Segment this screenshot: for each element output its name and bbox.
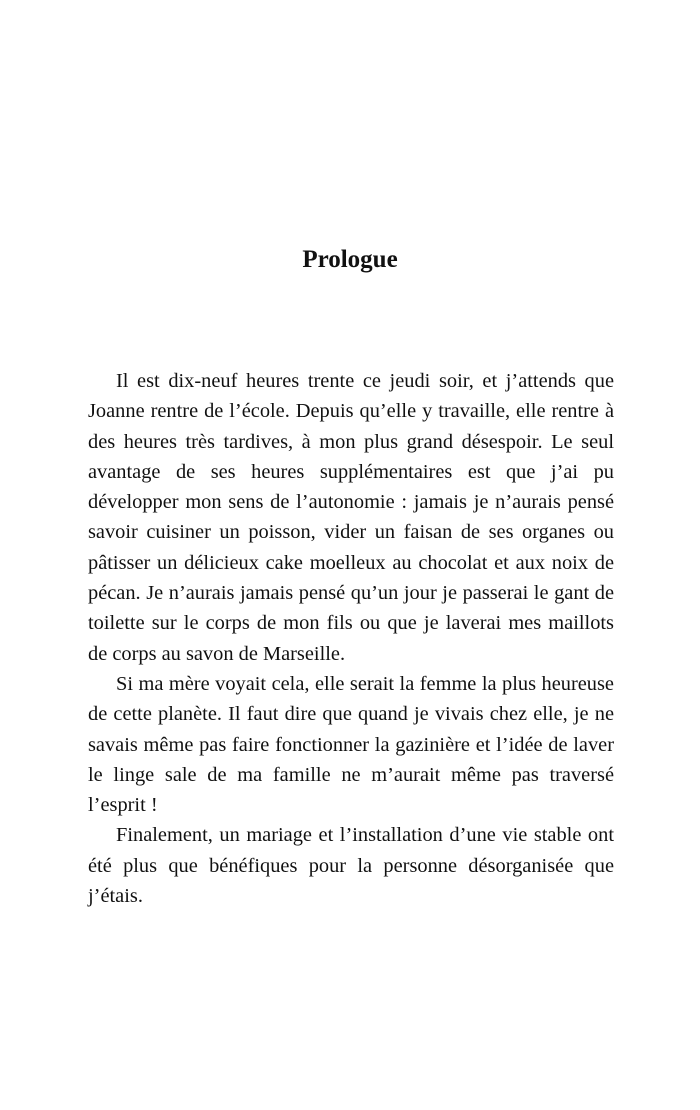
- paragraph: Finalement, un mariage et l’installation d’une vie stable ont été plus que bénéfiques pour la personne désorganisée que j’étais.: [88, 824, 614, 908]
- paragraph: Il est dix-neuf heures trente ce jeudi soir, et j’attends que Joanne rentre de l’école. Depuis qu’elle y travaille, elle rentre à des heures très tardives, à mon plus grand désespoir. Le seul avantage de ses heures supplémentaires est que j’ai pu développer mon sens de l’autonomie : jamais je n’aurais pensé savoir cuisiner un poisson, vider un faisan de ses organes ou pâtisser un délicieux cake moelleux au chocolat et aux noix de pécan. Je n’aurais jamais pensé qu’un jour je passerai le gant de toilette sur le corps de mon fils ou que je laverai mes maillots de corps au savon de Marseille.: [88, 370, 614, 665]
- body-text: [88, 366, 614, 911]
- chapter-title: Prologue: [302, 246, 398, 273]
- paragraph: Si ma mère voyait cela, elle serait la femme la plus heureuse de cette planète. Il faut dire que quand je vivais chez elle, je ne savais même pas faire fonctionner la gazinière et l’idée de laver le linge sale de ma famille ne m’aurait même pas traversé l’esprit !: [88, 672, 614, 817]
